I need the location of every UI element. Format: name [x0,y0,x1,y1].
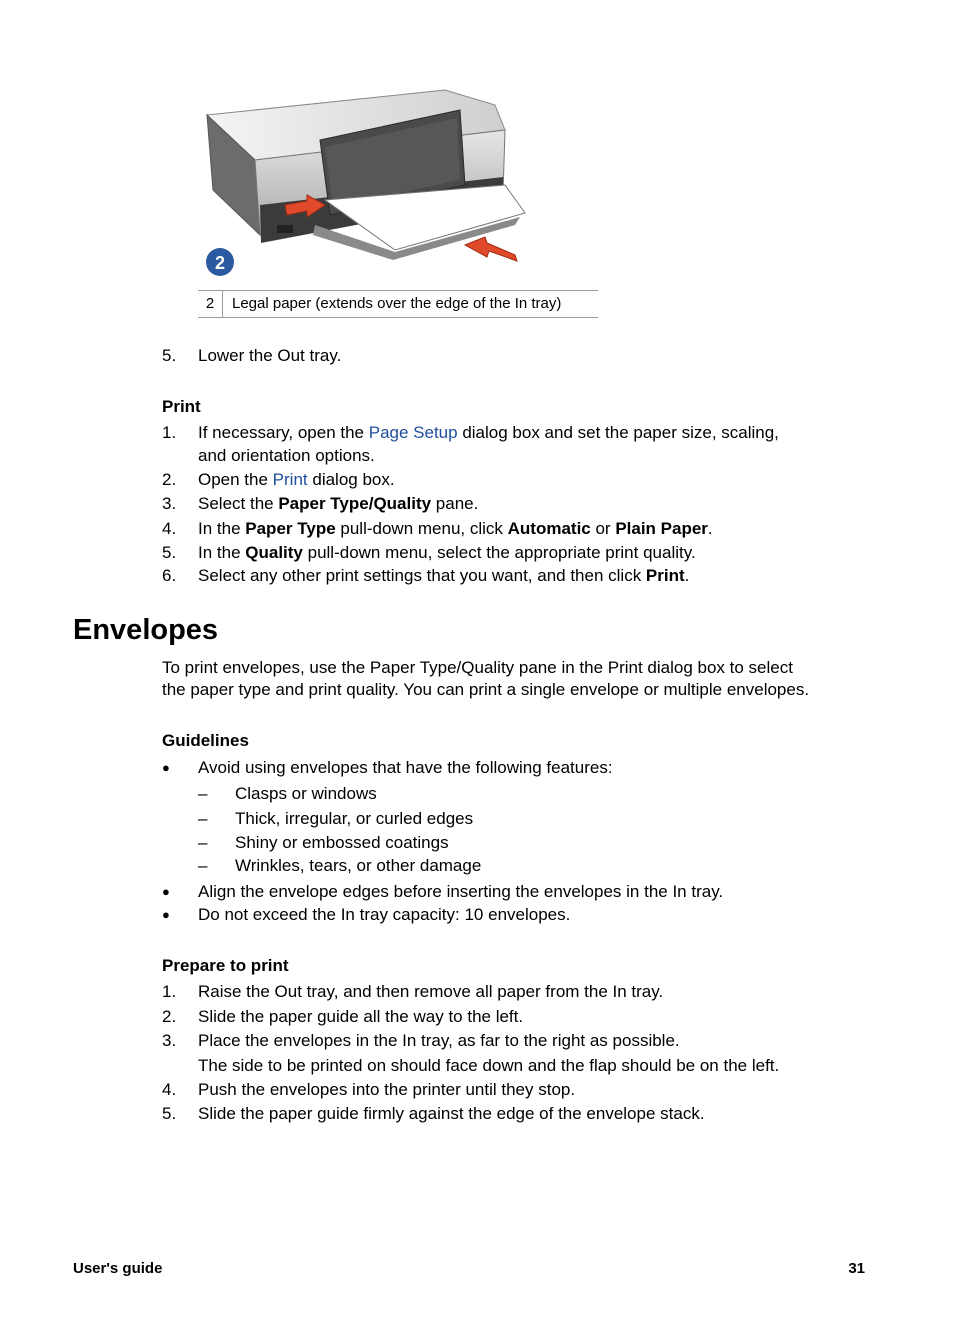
print-step-6: 6. Select any other print settings that you want, and then click Print. [162,566,690,585]
print-heading: Print [162,397,201,416]
prepare-step-1: 1. Raise the Out tray, and then remove all paper from the In tray. [162,982,664,1001]
guideline-subitem: – Thick, irregular, or curled edges [198,809,474,828]
dash-icon: – [198,784,208,803]
prepare-heading: Prepare to print [162,956,289,975]
dash-icon: – [198,856,208,875]
prepare-step-5: 5. Slide the paper guide firmly against the edge of the envelope stack. [162,1104,705,1123]
print-step-3: 3. Select the Paper Type/Quality pane. [162,494,479,513]
guideline-subitem: – Clasps or windows [198,784,377,803]
envelopes-intro-line2: the paper type and print quality. You can print a single envelope or multiple envelopes. [162,680,810,699]
dash-icon: – [198,809,208,828]
page-setup-link[interactable]: Page Setup [368,423,458,442]
print-step-1: 1. If necessary, open the Page Setup dialog box and set the paper size, scaling, [162,423,779,442]
bullet-icon: ● [162,760,170,775]
caption-number: 2 [198,291,223,317]
page-number: 31 [848,1260,865,1277]
prepare-step-2: 2. Slide the paper guide all the way to the left. [162,1007,524,1026]
guideline-item-2: ● Align the envelope edges before inserting the envelopes in the In tray. [162,882,724,901]
print-step-2: 2. Open the Print dialog box. [162,470,395,489]
print-step-5: 5. In the Quality pull-down menu, select the appropriate print quality. [162,543,696,562]
callout-number: 2 [214,253,226,273]
figure-caption-table [198,290,598,318]
prepare-step-3: 3. Place the envelopes in the In tray, as far to the right as possible. [162,1031,680,1050]
guideline-subitem: – Wrinkles, tears, or other damage [198,856,482,875]
prepare-step-4: 4. Push the envelopes into the printer until they stop. [162,1080,576,1099]
bullet-icon: ● [162,884,170,899]
bullet-icon: ● [162,907,170,922]
envelopes-intro-line1: To print envelopes, use the Paper Type/Quality pane in the Print dialog box to select [162,658,793,677]
print-step-4: 4. In the Paper Type pull-down menu, click Automatic or Plain Paper. [162,519,713,538]
print-link[interactable]: Print [272,470,308,489]
footer-title: User's guide [73,1260,163,1277]
envelopes-title: Envelopes [73,614,219,646]
guidelines-heading: Guidelines [162,731,249,750]
caption-text: Legal paper (extends over the edge of the In tray) [232,295,562,312]
prepare-step-3-line2: The side to be printed on should face down and the flap should be on the left. [198,1056,780,1075]
printer-illustration [195,85,535,280]
guideline-item-3: ● Do not exceed the In tray capacity: 10 envelopes. [162,905,571,924]
print-step-1-line2: and orientation options. [198,446,375,465]
dash-icon: – [198,833,208,852]
guideline-subitem: – Shiny or embossed coatings [198,833,449,852]
guideline-item-1: ● Avoid using envelopes that have the following features: [162,758,613,777]
